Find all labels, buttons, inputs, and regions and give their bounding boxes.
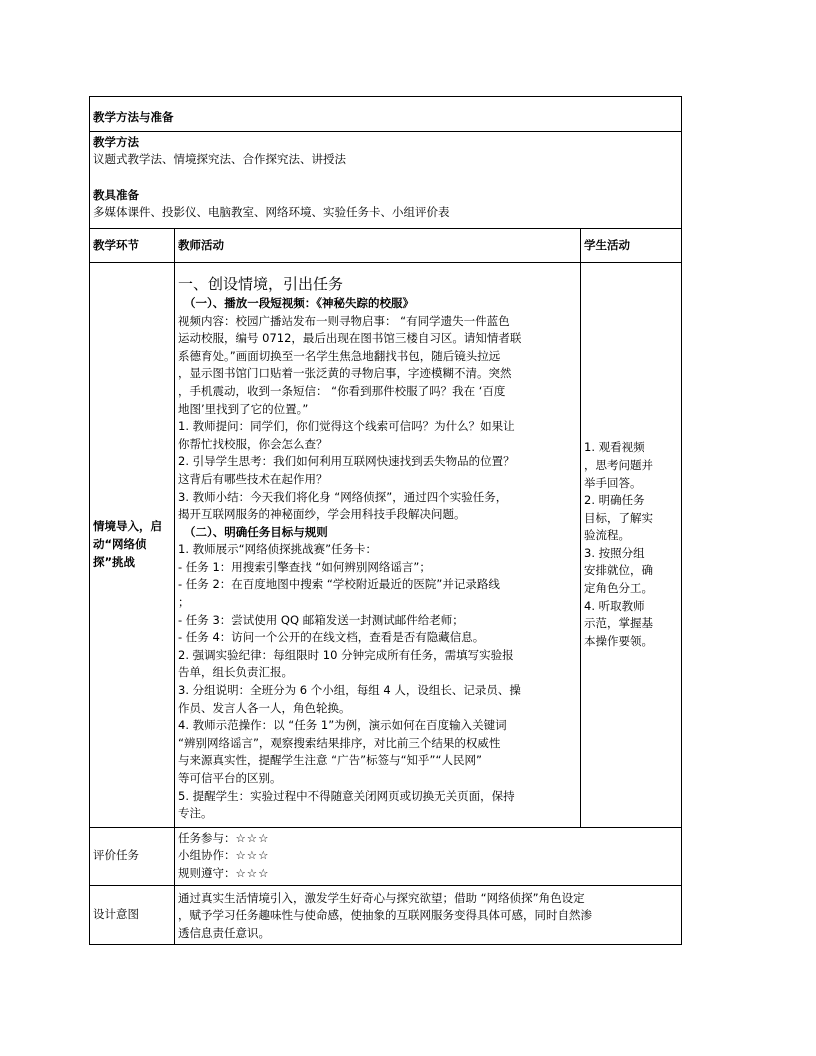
- lesson-plan-table: [89, 96, 682, 945]
- table-header-row: [90, 228, 682, 262]
- header-teacher: 教师活动: [175, 228, 581, 262]
- text-line: 示范，掌握基: [584, 616, 653, 631]
- evaluation-label: 评价任务: [90, 827, 175, 885]
- text-line: 3. 分组说明：全班分为 6 个小组，每组 4 人，设组长、记录员、操: [178, 683, 521, 698]
- text-line: 与来源真实性，提醒学生注意 “广告”标签与“知乎”“人民网”: [178, 753, 482, 768]
- text-line: 1. 教师展示“网络侦探挑战赛”任务卡：: [178, 542, 378, 557]
- design-intent-row: [90, 885, 682, 945]
- star-rating: ☆☆☆: [235, 865, 270, 880]
- text-line: 举手回答。: [584, 475, 642, 490]
- text-line: 等可信平台的区别。: [178, 771, 282, 785]
- text-line: 安排就位，确: [584, 563, 653, 578]
- text-line: - 任务 4：访问一个公开的在线文档，查看是否有隐藏信息。: [178, 630, 485, 645]
- evaluation-cell: [175, 827, 682, 885]
- text-line: 本操作要领。: [584, 633, 653, 648]
- activity-title: 一、创设情境，引出任务: [178, 274, 344, 293]
- text-line: ，思考问题并: [584, 457, 653, 472]
- question-2: [178, 453, 577, 488]
- text-line: ，赋予学习任务趣味性与使命感，使抽象的互联网服务变得具体可感，同时自然渗: [178, 908, 592, 923]
- text-line: “辨别网络谣言”，观察搜索结果排序，对比前三个结果的权威性: [178, 735, 501, 750]
- star-rating: ☆☆☆: [235, 830, 270, 845]
- text-line: ，显示图书馆门口贴着一张泛黄的寻物启事，字迹模糊不清。突然: [178, 366, 512, 381]
- text-line: 作员、发言人各一人，角色轮换。: [178, 700, 351, 715]
- text-line: 这背后有哪些技术在起作用？: [178, 471, 328, 486]
- text-line: 验流程。: [584, 528, 630, 543]
- methods-prep-row: [90, 97, 682, 132]
- text-line: 视频内容：校园广播站发布一则寻物启事： “有同学遗失一件蓝色: [178, 313, 510, 328]
- text-line: 通过真实生活情境引入，激发学生好奇心与探究欲望；借助 “网络侦探”角色设定: [178, 890, 585, 905]
- evaluation-row: [90, 827, 682, 885]
- design-cell: [175, 885, 682, 945]
- text-line: 5. 提醒学生：实验过程中不得随意关闭网页或切换无关页面，保持: [178, 788, 515, 803]
- rules: [178, 647, 577, 682]
- evaluation-item: [178, 865, 678, 883]
- text-line: ，手机震动，收到一条短信： “你看到那件校服了吗？我在 ‘百度: [178, 383, 506, 398]
- tools-heading: 教具准备: [93, 187, 139, 202]
- student-activity-cell: [581, 262, 682, 827]
- text-line: 1. 观看视频: [584, 440, 645, 455]
- grouping: [178, 682, 577, 717]
- reminder: [178, 788, 577, 823]
- text-line: 2. 明确任务: [584, 493, 645, 508]
- text-line: - 任务 2：在百度地图中搜索 “学校附近最近的医院”并记录路线: [178, 577, 500, 592]
- text-line: 系德育处。”画面切换至一名学生焦急地翻找书包，随后镜头拉远: [178, 348, 501, 363]
- video-description: [178, 313, 577, 419]
- header-stage: 教学环节: [90, 228, 175, 262]
- text-line: 3. 教师小结：今天我们将化身 “网络侦探”，通过四个实验任务，: [178, 489, 508, 504]
- section-title: 教学方法与准备: [90, 97, 682, 132]
- text-line: 透信息责任意识。: [178, 925, 270, 940]
- text-line: 1. 教师提问：同学们，你们觉得这个线索可信吗？为什么？如果让: [178, 419, 515, 434]
- text-line: 你帮忙找校服，你会怎么查？: [178, 436, 328, 451]
- question-1: [178, 418, 577, 453]
- teacher-activity-cell: [175, 262, 581, 827]
- tools-text: 多媒体课件、投影仪、电脑教室、网络环境、实验任务卡、小组评价表: [93, 205, 450, 220]
- text-line: 揭开互联网服务的神秘面纱，学会用科技手段解决问题。: [178, 507, 466, 522]
- text-line: ；: [178, 595, 190, 610]
- main-activity-row: [90, 262, 682, 827]
- methods-prep-content-row: [90, 131, 682, 228]
- part2-heading: （二）、明确任务目标与规则: [184, 524, 328, 539]
- text-line: - 任务 1：用搜索引擎查找 “如何辨别网络谣言”；: [178, 559, 431, 574]
- methods-heading: 教学方法: [93, 134, 139, 149]
- text-line: 4. 教师示范操作：以 “任务 1”为例，演示如何在百度输入关键词: [178, 718, 507, 733]
- text-line: - 任务 3：尝试使用 QQ 邮箱发送一封测试邮件给老师；: [178, 612, 464, 627]
- text-line: 专注。: [178, 806, 213, 821]
- evaluation-item: [178, 830, 678, 848]
- stage-label: 情境导入，启动“网络侦探”挑战: [90, 262, 175, 827]
- task-card: [178, 541, 577, 647]
- question-3: [178, 489, 577, 524]
- design-label: 设计意图: [90, 885, 175, 945]
- header-student: 学生活动: [581, 228, 682, 262]
- evaluation-item-name: 小组协作：: [178, 848, 236, 863]
- evaluation-item-name: 规则遵守：: [178, 865, 236, 880]
- text-line: 运动校服，编号 0712，最后出现在图书馆三楼自习区。请知情者联: [178, 331, 522, 346]
- demonstration: [178, 717, 577, 787]
- text-line: 3. 按照分组: [584, 545, 645, 560]
- star-rating: ☆☆☆: [235, 848, 270, 863]
- text-line: 2. 强调实验纪律：每组限时 10 分钟完成所有任务，需填写实验报: [178, 647, 514, 662]
- methods-text: 议题式教学法、情境探究法、合作探究法、讲授法: [93, 152, 346, 167]
- text-line: 告单，组长负责汇报。: [178, 665, 293, 680]
- text-line: 地图’里找到了它的位置。”: [178, 401, 309, 416]
- text-line: 4. 听取教师: [584, 598, 645, 613]
- text-line: 目标，了解实: [584, 510, 653, 525]
- text-line: 2. 引导学生思考：我们如何利用互联网快速找到丢失物品的位置？: [178, 454, 515, 469]
- methods-prep-cell: [90, 131, 682, 228]
- evaluation-item-name: 任务参与：: [178, 830, 236, 845]
- text-line: 定角色分工。: [584, 581, 653, 596]
- part1-heading: （一）、播放一段短视频：《神秘失踪的校服》: [184, 295, 414, 310]
- evaluation-item: [178, 847, 678, 865]
